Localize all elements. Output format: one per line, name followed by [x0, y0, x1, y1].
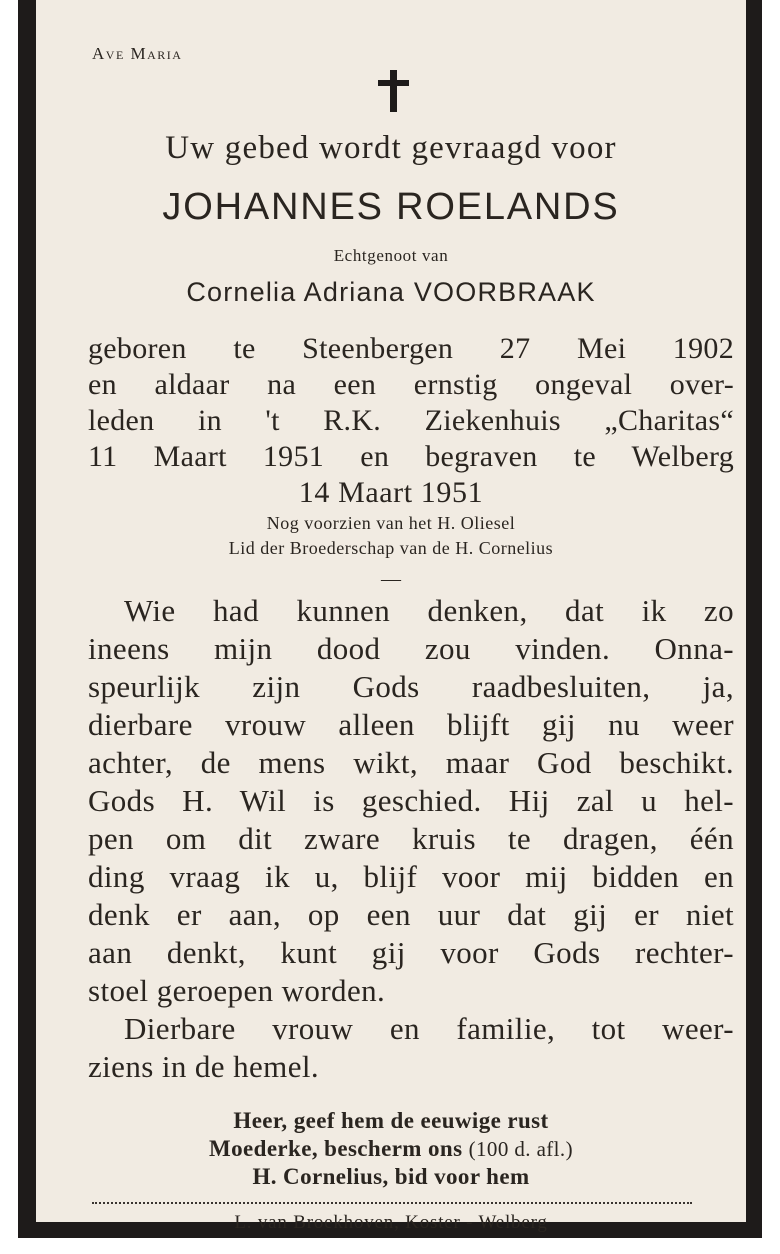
memorial-card-border [18, 0, 762, 1238]
biography-line: leden in 't R.K. Ziekenhuis „Charitas“ [88, 404, 734, 437]
verse-line: Gods H. Wil is geschied. Hij zal u hel- [88, 783, 734, 818]
prayer-line: Heer, geef hem de eeuwige rust [233, 1108, 549, 1133]
verse-line: ziens in de hemel. [88, 1049, 320, 1084]
verse-line: Wie had kunnen denken, dat ik zo [124, 593, 734, 628]
verse-line: Dierbare vrouw en familie, tot weer- [124, 1011, 734, 1046]
ave-maria-heading: Ave Maria [92, 44, 183, 63]
verse-line: achter, de mens wikt, maar God beschikt. [88, 745, 734, 780]
verse-line: pen om dit zware kruis te dragen, één [88, 821, 734, 856]
verse-line: dierbare vrouw alleen blijft gij nu weer [88, 707, 734, 742]
verse-line: ding vraag ik u, blijf voor mij bidden en [88, 859, 734, 894]
spouse-label: Echtgenoot van [333, 246, 449, 265]
printer-credit: L. van Broekhoven, Koster - Welberg [234, 1212, 548, 1233]
prayer-line-main: Moederke, bescherm ons [209, 1136, 463, 1161]
dotted-divider [92, 1202, 692, 1204]
spouse-name: Cornelia Adriana VOORBRAAK [186, 277, 596, 307]
verse-line: aan denkt, kunt gij voor Gods rechter- [88, 935, 734, 970]
latin-cross-icon [36, 68, 746, 116]
biography-line: en aldaar na een ernstig ongeval over- [88, 368, 734, 401]
deceased-name: JOHANNES ROELANDS [162, 186, 620, 228]
verse-line: denk er aan, op een uur dat gij er niet [88, 897, 734, 932]
verse-line: speurlijk zijn Gods raadbesluiten, ja, [88, 669, 734, 704]
biography-line: geboren te Steenbergen 27 Mei 1902 [88, 332, 734, 365]
biography-line: 11 Maart 1951 en begraven te Welberg [88, 440, 734, 473]
section-divider: — [381, 568, 401, 590]
indulgence-note: (100 d. afl.) [468, 1137, 573, 1161]
memorial-card-paper [36, 0, 746, 1233]
prayer-request: Uw gebed wordt gevraagd voor [165, 130, 617, 166]
prayer-line: H. Cornelius, bid voor hem [252, 1164, 530, 1189]
burial-date: 14 Maart 1951 [298, 476, 484, 509]
verse-line: ineens mijn dood zou vinden. Onna- [88, 631, 734, 666]
brotherhood-note: Lid der Broederschap van de H. Cornelius [228, 538, 554, 558]
sacrament-note: Nog voorzien van het H. Oliesel [266, 513, 516, 533]
prayer-line [36, 1136, 746, 1162]
verse-line: stoel geroepen worden. [88, 973, 386, 1008]
